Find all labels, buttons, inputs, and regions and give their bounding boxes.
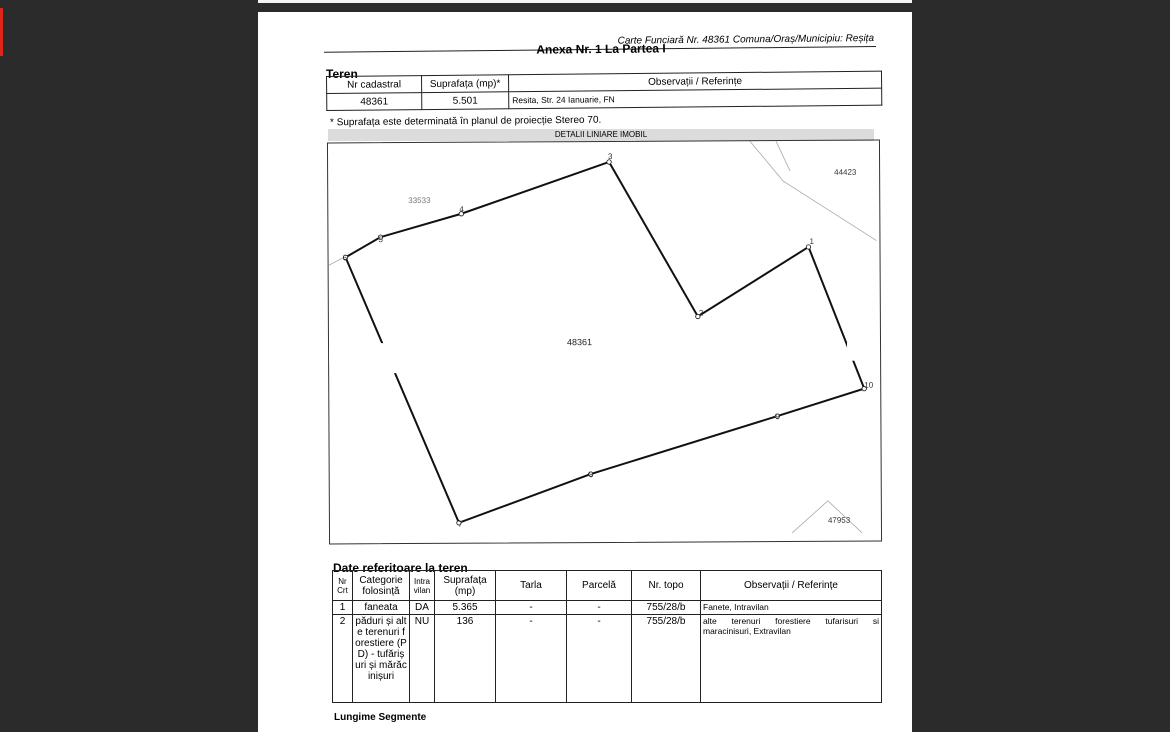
lungime-segmente-heading: Lungime Segmente	[334, 712, 427, 723]
cell-nr-topo: 755/28/b	[632, 615, 701, 703]
cell-parcela: -	[567, 601, 632, 615]
col-nr-cadastral: Nr cadastral	[327, 76, 422, 94]
scan-gap-edge	[377, 343, 397, 373]
cell-observatii: alte terenuri forestiere tufarisuri si maracinisuri, Extravilan	[701, 615, 882, 703]
cell-observatii: Fanete, Intravilan	[701, 601, 882, 615]
cell-nr: 1	[333, 601, 353, 615]
parcel-boundary	[342, 161, 865, 524]
col-suprafata: Suprafața (mp)*	[422, 75, 509, 93]
col-nr-crt: Nr Crt	[333, 571, 353, 601]
date-heading: Date referitoare la teren	[333, 561, 468, 575]
col-observatii: Observații / Referințe	[508, 71, 881, 92]
col-tarla: Tarla	[496, 571, 567, 601]
neighbor-label-44423: 44423	[834, 167, 857, 177]
cell-tarla: -	[496, 601, 567, 615]
cell-suprafata: 5.501	[422, 92, 509, 110]
cell-nr-cadastral: 48361	[327, 93, 422, 111]
vertex-label-4: 4	[459, 204, 464, 214]
neighbor-label-47953: 47953	[827, 515, 851, 525]
vertex-label-5: 5	[378, 235, 383, 245]
col-suprafata-mp: Suprafața (mp)	[435, 571, 496, 601]
red-marker	[0, 8, 3, 56]
vertex-label-9: 9	[775, 412, 780, 422]
cell-intravilan: DA	[410, 601, 435, 615]
vertex-label-3: 3	[608, 151, 613, 161]
neighbor-boundary-47953	[792, 501, 862, 533]
plan-drawing	[327, 140, 882, 545]
cell-suprafata: 136	[435, 615, 496, 703]
date-table	[332, 570, 882, 703]
vertex-label-1: 1	[809, 236, 814, 246]
annex-title: Anexa Nr. 1 La Partea I	[536, 41, 666, 57]
table-row	[333, 601, 882, 615]
cell-categorie: păduri și alte terenuri forestiere (PD) - tufărișuri și mărăcinișuri	[353, 615, 410, 703]
neighbor-boundary-44423b	[776, 141, 790, 171]
col-categorie: Categorie folosință	[353, 571, 410, 601]
col-nr-topo: Nr. topo	[632, 571, 701, 601]
col-observatii-referinte: Observații / Referințe	[701, 571, 882, 601]
col-parcela: Parcelă	[567, 571, 632, 601]
parcel-label: 48361	[566, 337, 593, 348]
neighbor-label-33533: 33533	[408, 195, 431, 206]
cell-intravilan: NU	[410, 615, 435, 703]
cell-tarla: -	[496, 615, 567, 703]
scan-gap-right	[847, 343, 880, 361]
cell-nr: 2	[333, 615, 353, 703]
plan-title: DETALII LINIARE IMOBIL	[328, 129, 874, 141]
table-row	[333, 615, 882, 703]
neighbor-boundary-44423	[750, 141, 877, 242]
parcel-plan-svg	[328, 141, 881, 544]
cell-categorie: faneata	[353, 601, 410, 615]
document-header: Carte Funciară Nr. 48361 Comuna/Oraș/Municipiu: Reșița	[617, 33, 875, 47]
vertex-label-2: 2	[698, 308, 704, 318]
teren-heading: Teren	[326, 67, 358, 81]
vertex-label-8: 8	[588, 470, 594, 480]
vertex-label-7: 7	[457, 519, 463, 529]
cell-suprafata: 5.365	[435, 601, 496, 615]
vertex-label-6: 6	[342, 253, 348, 263]
scan-gap-left	[329, 347, 332, 363]
cell-parcela: -	[567, 615, 632, 703]
surface-note: * Suprafața este determinată în planul de proiecție Stereo 70.	[329, 114, 602, 129]
cell-observatii: Resita, Str. 24 Ianuarie, FN	[509, 88, 882, 109]
cell-nr-topo: 755/28/b	[632, 601, 701, 615]
vertex-label-10: 10	[864, 380, 874, 390]
teren-table	[326, 71, 882, 111]
col-intravilan: Intra vilan	[410, 571, 435, 601]
previous-page-edge	[258, 0, 912, 3]
